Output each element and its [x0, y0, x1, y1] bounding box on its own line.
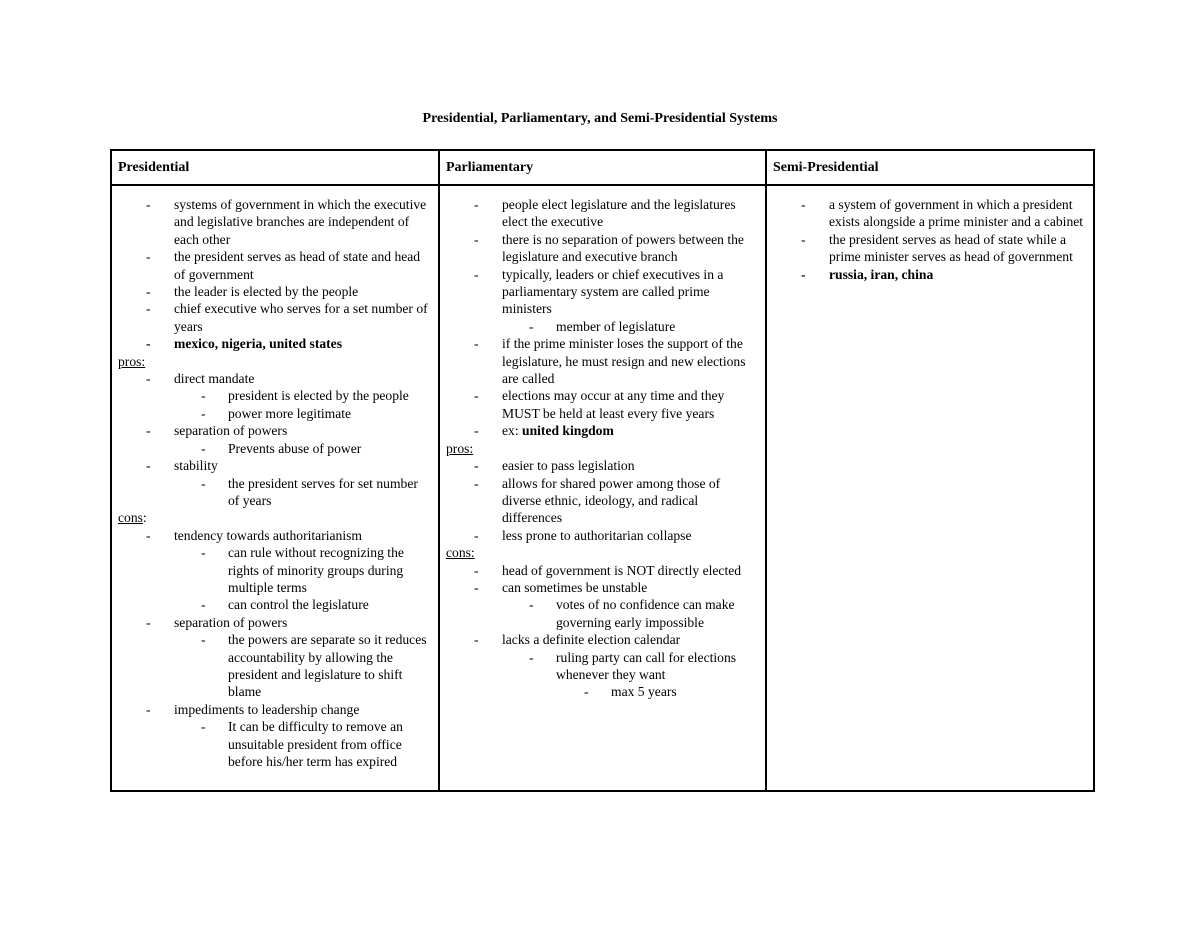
- bullet-item: [118, 196, 432, 248]
- bullet-dash-icon: -: [201, 632, 206, 648]
- bullet-dash-icon: -: [474, 266, 479, 282]
- document-title: Presidential, Parliamentary, and Semi-Presidential Systems: [422, 111, 778, 126]
- bullet-item: [118, 335, 432, 352]
- bullet-text: member of legislature: [556, 318, 676, 334]
- bullet-dash-icon: -: [201, 475, 206, 491]
- bullet-text: the powers are separate so it reduces accountability by allowing the president and legislature to shift blame: [228, 632, 427, 700]
- bullet-item: [118, 370, 432, 387]
- bullet-dash-icon: -: [146, 423, 151, 439]
- bullet-text: It can be difficulty to remove an unsuitable president from office before his/her term has expired: [228, 719, 403, 769]
- bullet-text: mexico, nigeria, united states: [174, 336, 343, 352]
- bullet-item: [446, 231, 759, 266]
- bullet-dash-icon: -: [529, 597, 534, 613]
- bullet-text: Prevents abuse of power: [228, 440, 362, 456]
- bullet-text-bold: united kingdom: [522, 423, 614, 439]
- bullet-text: chief executive who serves for a set number of years: [174, 301, 428, 334]
- bullet-item: [446, 318, 759, 335]
- bullet-item: [446, 422, 759, 439]
- bullet-dash-icon: -: [801, 197, 806, 212]
- bullet-text: the leader is elected by the people: [174, 284, 359, 300]
- bullet-text: ex:: [502, 423, 523, 439]
- column-header-semi-presidential: Semi-Presidential: [766, 150, 1094, 185]
- bullet-text: the president serves as head of state while a prime minister serves as head of government: [829, 231, 1073, 265]
- bullet-text: elections may occur at any time and they MUST be held at least every five years: [502, 388, 725, 421]
- parliamentary-cell: [439, 185, 766, 791]
- bullet-dash-icon: -: [146, 197, 151, 212]
- section-heading-label: cons:: [446, 545, 475, 561]
- bullet-dash-icon: -: [146, 614, 151, 630]
- bullet-dash-icon: -: [201, 440, 206, 456]
- bullet-item: [118, 300, 432, 335]
- bullet-text: max 5 years: [611, 684, 677, 700]
- bullet-item: [446, 457, 759, 474]
- bullet-dash-icon: -: [474, 388, 479, 404]
- bullet-dash-icon: -: [201, 405, 206, 421]
- bullet-text: stability: [174, 458, 218, 474]
- bullet-item: [446, 335, 759, 387]
- bullet-text: a system of government in which a president exists alongside a prime minister and a cabinet: [829, 197, 1084, 230]
- section-heading: [446, 544, 759, 561]
- bullet-text: if the prime minister loses the support of the legislature, he must resign and new elections are called: [502, 336, 746, 387]
- bullet-dash-icon: -: [529, 649, 534, 665]
- section-heading-label: pros:: [446, 440, 474, 456]
- bullet-dash-icon: -: [146, 371, 151, 387]
- bullet-text: separation of powers: [174, 614, 288, 630]
- column-header-presidential: Presidential: [111, 150, 439, 185]
- bullet-text: separation of powers: [174, 423, 288, 439]
- table-body-row: [111, 185, 1094, 791]
- bullet-text: power more legitimate: [228, 405, 352, 421]
- bullet-text: people elect legislature and the legislatures elect the executive: [502, 197, 736, 230]
- bullet-dash-icon: -: [201, 388, 206, 404]
- section-heading: [118, 509, 432, 526]
- bullet-text: there is no separation of powers between the legislature and executive branch: [502, 231, 744, 265]
- bullet-dash-icon: -: [474, 423, 479, 439]
- bullet-text: direct mandate: [174, 371, 255, 387]
- section-heading-label: cons: [118, 510, 143, 526]
- bullet-item: [446, 266, 759, 318]
- bullet-item: [118, 387, 432, 404]
- bullet-item: [118, 457, 432, 474]
- bullet-dash-icon: -: [146, 301, 151, 317]
- bullet-text: can control the legislature: [228, 597, 369, 613]
- bullet-item: [446, 631, 759, 648]
- bullet-text: ruling party can call for elections whenever they want: [556, 649, 737, 682]
- bullet-dash-icon: -: [529, 318, 534, 334]
- bullet-text: less prone to authoritarian collapse: [502, 527, 692, 543]
- bullet-dash-icon: -: [474, 527, 479, 543]
- bullet-dash-icon: -: [474, 632, 479, 648]
- bullet-item: [773, 196, 1087, 231]
- bullet-text: typically, leaders or chief executives in a parliamentary system are called prime ministers: [502, 266, 724, 317]
- bullet-dash-icon: -: [146, 336, 151, 352]
- bullet-item: [118, 527, 432, 544]
- bullet-item: [446, 596, 759, 631]
- bullet-item: [446, 527, 759, 544]
- bullet-text: can rule without recognizing the rights of minority groups during multiple terms: [228, 545, 404, 595]
- bullet-item: [446, 562, 759, 579]
- bullet-dash-icon: -: [474, 336, 479, 352]
- bullet-dash-icon: -: [474, 579, 479, 595]
- bullet-text: systems of government in which the executive and legislative branches are independent of each other: [174, 197, 427, 247]
- bullet-dash-icon: -: [801, 266, 806, 282]
- section-heading: [446, 440, 759, 457]
- bullet-dash-icon: -: [146, 284, 151, 300]
- bullet-dash-icon: -: [146, 249, 151, 265]
- bullet-text: president is elected by the people: [228, 388, 409, 404]
- bullet-text: the president serves for set number of years: [228, 475, 418, 508]
- presidential-cell: [111, 185, 439, 791]
- bullet-item: [773, 266, 1087, 283]
- bullet-dash-icon: -: [201, 545, 206, 561]
- bullet-item: [446, 475, 759, 527]
- table-header-row: [111, 150, 1094, 185]
- bullet-item: [446, 196, 759, 231]
- bullet-dash-icon: -: [474, 458, 479, 474]
- bullet-item: [118, 440, 432, 457]
- bullet-dash-icon: -: [801, 231, 806, 247]
- bullet-item: [773, 231, 1087, 266]
- bullet-text: russia, iran, china: [829, 266, 934, 282]
- bullet-dash-icon: -: [146, 458, 151, 474]
- bullet-item: [118, 614, 432, 631]
- section-heading-suffix: :: [142, 510, 147, 526]
- section-heading: [118, 353, 432, 370]
- bullet-dash-icon: -: [584, 684, 589, 700]
- bullet-item: [118, 701, 432, 718]
- bullet-text: allows for shared power among those of diverse ethnic, ideology, and radical differences: [502, 475, 721, 526]
- bullet-text: easier to pass legislation: [502, 458, 635, 474]
- bullet-item: [118, 283, 432, 300]
- bullet-item: [446, 579, 759, 596]
- bullet-text: lacks a definite election calendar: [502, 632, 681, 648]
- bullet-text: impediments to leadership change: [174, 701, 360, 717]
- bullet-dash-icon: -: [201, 597, 206, 613]
- bullet-dash-icon: -: [146, 527, 151, 543]
- bullet-item: [118, 544, 432, 596]
- bullet-item: [446, 387, 759, 422]
- bullet-text: head of government is NOT directly elected: [502, 562, 742, 578]
- bullet-item: [118, 631, 432, 701]
- bullet-dash-icon: -: [201, 719, 206, 735]
- bullet-item: [118, 405, 432, 422]
- bullet-item: [446, 649, 759, 684]
- bullet-text: votes of no confidence can make governing early impossible: [556, 597, 735, 630]
- bullet-item: [118, 422, 432, 439]
- bullet-dash-icon: -: [474, 562, 479, 578]
- bullet-text: the president serves as head of state and head of government: [174, 249, 421, 282]
- section-heading-label: pros:: [118, 353, 146, 369]
- bullet-item: [118, 718, 432, 770]
- bullet-item: [118, 475, 432, 510]
- bullet-dash-icon: -: [474, 475, 479, 491]
- bullet-item: [118, 248, 432, 283]
- bullet-dash-icon: -: [474, 231, 479, 247]
- bullet-dash-icon: -: [146, 701, 151, 717]
- column-header-parliamentary: Parliamentary: [439, 150, 766, 185]
- bullet-text: can sometimes be unstable: [502, 579, 648, 595]
- bullet-text: tendency towards authoritarianism: [174, 527, 362, 543]
- bullet-item: [118, 596, 432, 613]
- semi-presidential-cell: [766, 185, 1094, 791]
- bullet-dash-icon: -: [474, 197, 479, 212]
- bullet-item: [446, 683, 759, 700]
- comparison-table: [110, 149, 1095, 792]
